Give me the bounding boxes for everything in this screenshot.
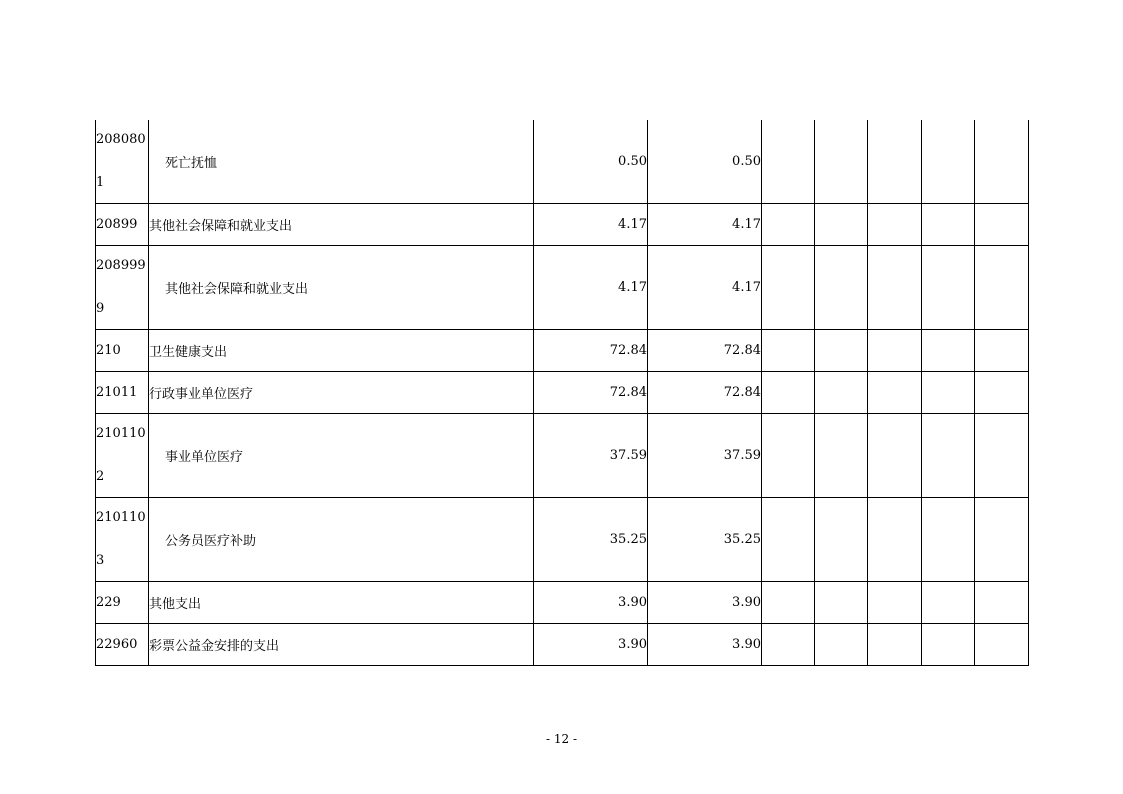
empty-cell — [868, 414, 922, 498]
empty-cell — [922, 246, 975, 330]
total-amount: 0.50 — [534, 120, 648, 204]
table-row — [96, 330, 1029, 372]
empty-cell — [762, 330, 815, 372]
empty-cell — [815, 204, 868, 246]
empty-cell — [762, 498, 815, 582]
subject-code: 20899 — [96, 204, 149, 246]
subject-name: 彩票公益金安排的支出 — [149, 624, 534, 666]
table-row — [96, 582, 1029, 624]
empty-cell — [922, 498, 975, 582]
total-amount: 4.17 — [534, 246, 648, 330]
table-row — [96, 372, 1029, 414]
subject-name: 事业单位医疗 — [149, 414, 534, 498]
empty-cell — [868, 624, 922, 666]
empty-cell — [975, 414, 1029, 498]
empty-cell — [815, 624, 868, 666]
subject-code: 208080 1 — [96, 120, 149, 204]
subject-code: 22960 — [96, 624, 149, 666]
subject-code: 210110 2 — [96, 414, 149, 498]
empty-cell — [975, 204, 1029, 246]
empty-cell — [762, 120, 815, 204]
total-amount: 3.90 — [534, 582, 648, 624]
empty-cell — [762, 204, 815, 246]
table-row — [96, 246, 1029, 330]
subject-name: 其他支出 — [149, 582, 534, 624]
total-amount: 72.84 — [534, 372, 648, 414]
empty-cell — [868, 372, 922, 414]
basic-amount: 4.17 — [648, 204, 762, 246]
empty-cell — [975, 330, 1029, 372]
empty-cell — [975, 246, 1029, 330]
empty-cell — [975, 372, 1029, 414]
empty-cell — [868, 204, 922, 246]
empty-cell — [868, 498, 922, 582]
empty-cell — [762, 246, 815, 330]
empty-cell — [975, 624, 1029, 666]
subject-name: 其他社会保障和就业支出 — [149, 246, 534, 330]
budget-table — [95, 120, 1029, 666]
empty-cell — [815, 498, 868, 582]
empty-cell — [975, 120, 1029, 204]
basic-amount: 3.90 — [648, 624, 762, 666]
total-amount: 4.17 — [534, 204, 648, 246]
subject-name: 其他社会保障和就业支出 — [149, 204, 534, 246]
subject-code: 208999 9 — [96, 246, 149, 330]
empty-cell — [922, 414, 975, 498]
subject-name: 公务员医疗补助 — [149, 498, 534, 582]
total-amount: 35.25 — [534, 498, 648, 582]
empty-cell — [868, 582, 922, 624]
empty-cell — [975, 498, 1029, 582]
basic-amount: 3.90 — [648, 582, 762, 624]
empty-cell — [815, 330, 868, 372]
empty-cell — [868, 120, 922, 204]
basic-amount: 4.17 — [648, 246, 762, 330]
empty-cell — [815, 414, 868, 498]
empty-cell — [922, 372, 975, 414]
subject-code: 210 — [96, 330, 149, 372]
basic-amount: 72.84 — [648, 372, 762, 414]
subject-code: 210110 3 — [96, 498, 149, 582]
subject-name: 卫生健康支出 — [149, 330, 534, 372]
total-amount: 3.90 — [534, 624, 648, 666]
basic-amount: 35.25 — [648, 498, 762, 582]
subject-code: 229 — [96, 582, 149, 624]
total-amount: 72.84 — [534, 330, 648, 372]
table-row — [96, 204, 1029, 246]
empty-cell — [922, 624, 975, 666]
basic-amount: 72.84 — [648, 330, 762, 372]
empty-cell — [815, 246, 868, 330]
table-row — [96, 498, 1029, 582]
basic-amount: 37.59 — [648, 414, 762, 498]
empty-cell — [868, 246, 922, 330]
basic-amount: 0.50 — [648, 120, 762, 204]
empty-cell — [762, 624, 815, 666]
total-amount: 37.59 — [534, 414, 648, 498]
empty-cell — [762, 414, 815, 498]
table-row — [96, 414, 1029, 498]
empty-cell — [922, 582, 975, 624]
page-number: - 12 - — [545, 732, 577, 746]
empty-cell — [762, 582, 815, 624]
table-row — [96, 120, 1029, 204]
subject-name: 死亡抚恤 — [149, 120, 534, 204]
empty-cell — [815, 372, 868, 414]
empty-cell — [975, 582, 1029, 624]
empty-cell — [868, 330, 922, 372]
empty-cell — [815, 120, 868, 204]
empty-cell — [762, 372, 815, 414]
subject-code: 21011 — [96, 372, 149, 414]
empty-cell — [815, 582, 868, 624]
subject-name: 行政事业单位医疗 — [149, 372, 534, 414]
table-row — [96, 624, 1029, 666]
empty-cell — [922, 120, 975, 204]
empty-cell — [922, 204, 975, 246]
empty-cell — [922, 330, 975, 372]
